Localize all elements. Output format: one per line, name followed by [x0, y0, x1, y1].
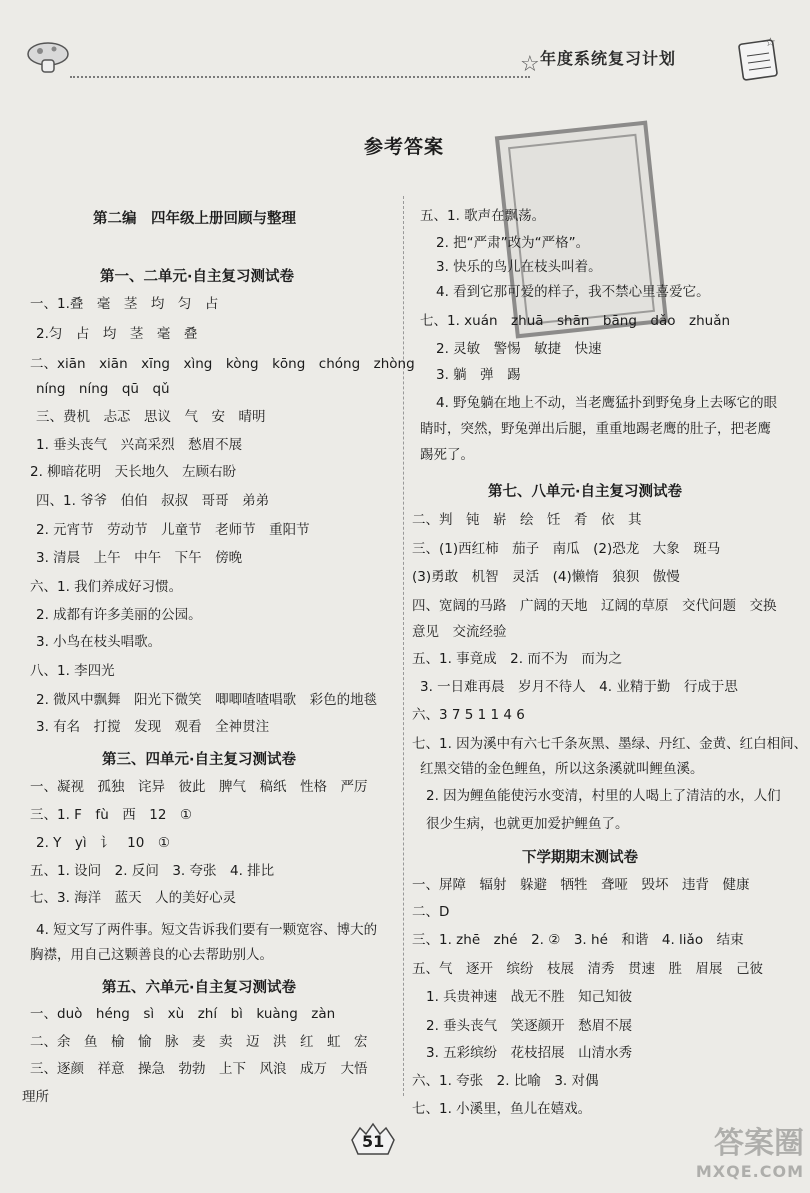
answer-line: níng níng qū qǔ: [36, 381, 170, 397]
answer-line: 五、气 逐开 缤纷 枝展 清秀 贯速 胜 眉展 己彼: [412, 961, 763, 977]
answer-line: 3. 五彩缤纷 花枝招展 山清水秀: [426, 1045, 633, 1061]
answer-line: 2. 元宵节 劳动节 儿童节 老师节 重阳节: [36, 522, 310, 538]
answer-line: 七、3. 海洋 蓝天 人的美好心灵: [30, 890, 237, 906]
header-banner: 年度系统复习计划: [540, 48, 677, 68]
answer-line: 四、宽阔的马路 广阔的天地 辽阔的草原 交代问题 交换: [412, 598, 777, 614]
answer-line: 五、1. 事竟成 2. 而不为 而为之: [412, 651, 622, 667]
answer-line: 3. 快乐的鸟儿在枝头叫着。: [436, 259, 602, 275]
section-heading: 第二编 四年级上册回顾与整理: [93, 211, 296, 227]
section-heading: 第一、二单元·自主复习测试卷: [100, 269, 295, 285]
answer-line: 1. 垂头丧气 兴高采烈 愁眉不展: [36, 437, 243, 453]
answer-line: 七、1. 小溪里，鱼儿在嬉戏。: [412, 1101, 592, 1117]
page-number: 51: [362, 1132, 385, 1151]
answer-line: 很少生病，也就更加爱护鲤鱼了。: [426, 816, 629, 832]
header-dotted-line: [70, 76, 530, 78]
answer-line: 二、D: [412, 904, 450, 920]
column-divider: [403, 196, 404, 1096]
section-heading: 第三、四单元·自主复习测试卷: [102, 752, 297, 768]
answer-line: 胸襟，用自己这颗善良的心去帮助别人。: [30, 947, 273, 963]
answer-line: 2. 成都有许多美丽的公园。: [36, 607, 202, 623]
answer-line: 2. 把“严肃”改为“严格”。: [436, 235, 590, 251]
answer-line: 四、1. 爷爷 伯伯 叔叔 哥哥 弟弟: [36, 493, 270, 509]
notebook-icon: [735, 34, 781, 82]
answer-line: 2. 垂头丧气 笑逐颜开 愁眉不展: [426, 1018, 633, 1034]
answer-line: 3. 小鸟在枝头唱歌。: [36, 634, 162, 650]
watermark-url: MXQE.COM: [695, 1162, 804, 1181]
answer-line: 4. 短文写了两件事。短文告诉我们要有一颗宽容、博大的: [36, 922, 378, 938]
answer-line: 三、1. F fù 西 12 ①: [30, 807, 193, 823]
answer-line: 三、1. zhē zhé 2. ② 3. hé 和谐 4. liǎo 结束: [412, 932, 744, 948]
svg-text:☆: ☆: [765, 35, 776, 49]
answer-line: 2. 微风中飘舞 阳光下微笑 唧唧喳喳唱歌 彩色的地毯: [36, 692, 378, 708]
answer-line: 二、判 钝 崭 绘 饪 肴 依 其: [412, 512, 642, 528]
answer-line: 3. 有名 打搅 发现 观看 全神贯注: [36, 719, 270, 735]
section-heading: 第五、六单元·自主复习测试卷: [102, 980, 297, 996]
answer-line: 三、逐颜 祥意 操急 勃勃 上下 风浪 成万 大悟: [30, 1061, 368, 1077]
answer-line: 睛时，突然，野兔弹出后腿，重重地踢老鹰的肚子，把老鹰: [420, 421, 771, 437]
answer-line: (3)勇敢 机智 灵活 (4)懒惰 狼狈 傲慢: [412, 569, 680, 585]
answer-line: 红黑交错的金色鲤鱼，所以这条溪就叫鲤鱼溪。: [420, 761, 704, 777]
watermark-text: 答案圈: [714, 1126, 804, 1161]
answer-line: 三、(1)西红柿 茄子 南瓜 (2)恐龙 大象 斑马: [412, 541, 721, 557]
answer-line: 3. 躺 弹 踢: [436, 367, 521, 383]
page-number-badge: [346, 1120, 400, 1162]
answer-line: 五、1. 设问 2. 反问 3. 夸张 4. 排比: [30, 863, 275, 879]
answer-line: 4. 看到它那可爱的样子，我不禁心里喜爱它。: [436, 284, 710, 300]
answer-line: 4. 野兔躺在地上不动，当老鹰猛扑到野兔身上去啄它的眼: [436, 395, 778, 411]
answer-line: 六、1. 我们养成好习惯。: [30, 579, 183, 595]
answer-line: 2. 灵敏 警惕 敏捷 快速: [436, 341, 602, 357]
answer-line: 五、1. 歌声在飘荡。: [420, 208, 546, 224]
answer-line: 七、1. 因为溪中有六七千条灰黑、墨绿、丹红、金黄、红白相间、: [412, 736, 808, 752]
answer-line: 六、3 7 5 1 1 4 6: [412, 707, 525, 723]
answer-line: 2. 因为鲤鱼能使污水变清，村里的人喝上了清洁的水，人们: [426, 788, 781, 804]
answer-line: 三、费机 忐忑 思议 气 安 晴明: [36, 409, 266, 425]
answer-line: 2. 柳暗花明 天长地久 左顾右盼: [30, 464, 237, 480]
watermark: [684, 1118, 804, 1188]
answer-line: 二、余 鱼 榆 愉 脉 麦 卖 迈 洪 红 虹 宏: [30, 1034, 368, 1050]
answer-line: 一、凝视 孤独 诧异 彼此 脾气 稿纸 性格 严厉: [30, 779, 368, 795]
answer-line: 1. 兵贵神速 战无不胜 知己知彼: [426, 989, 633, 1005]
answer-line: 一、1.叠 毫 茎 均 匀 占: [30, 296, 219, 312]
answer-line: 2.匀 占 均 茎 毫 叠: [36, 326, 198, 342]
answer-line: 八、1. 李四光: [30, 663, 115, 679]
mushroom-logo: [24, 40, 72, 74]
stamp-seal: [495, 121, 668, 339]
answer-line: 六、1. 夸张 2. 比喻 3. 对偶: [412, 1073, 599, 1089]
answer-line: 一、duò héng sì xù zhí bì kuàng zàn: [30, 1006, 336, 1022]
star-icon: ☆: [520, 52, 540, 77]
answer-line: 一、屏障 辐射 躲避 牺牲 聋哑 毁坏 违背 健康: [412, 877, 750, 893]
answer-line: 踢死了。: [420, 447, 474, 463]
answer-line: 2. Y yì 讠 10 ①: [36, 835, 170, 851]
section-heading: 下学期期末测试卷: [522, 850, 638, 866]
section-heading: 第七、八单元·自主复习测试卷: [488, 484, 683, 500]
answer-line: 二、xiān xiān xīng xìng kòng kōng chóng zhòng: [30, 356, 415, 372]
page-title: 参考答案: [364, 136, 445, 158]
answer-line: 意见 交流经验: [412, 624, 507, 640]
answer-line: 3. 清晨 上午 中午 下午 傍晚: [36, 550, 243, 566]
answer-line: 七、1. xuán zhuā shān bāng dǎo zhuǎn: [420, 313, 731, 329]
answer-line: 3. 一日难再晨 岁月不待人 4. 业精于勤 行成于思: [420, 679, 738, 695]
answer-line: 理所: [22, 1089, 49, 1105]
